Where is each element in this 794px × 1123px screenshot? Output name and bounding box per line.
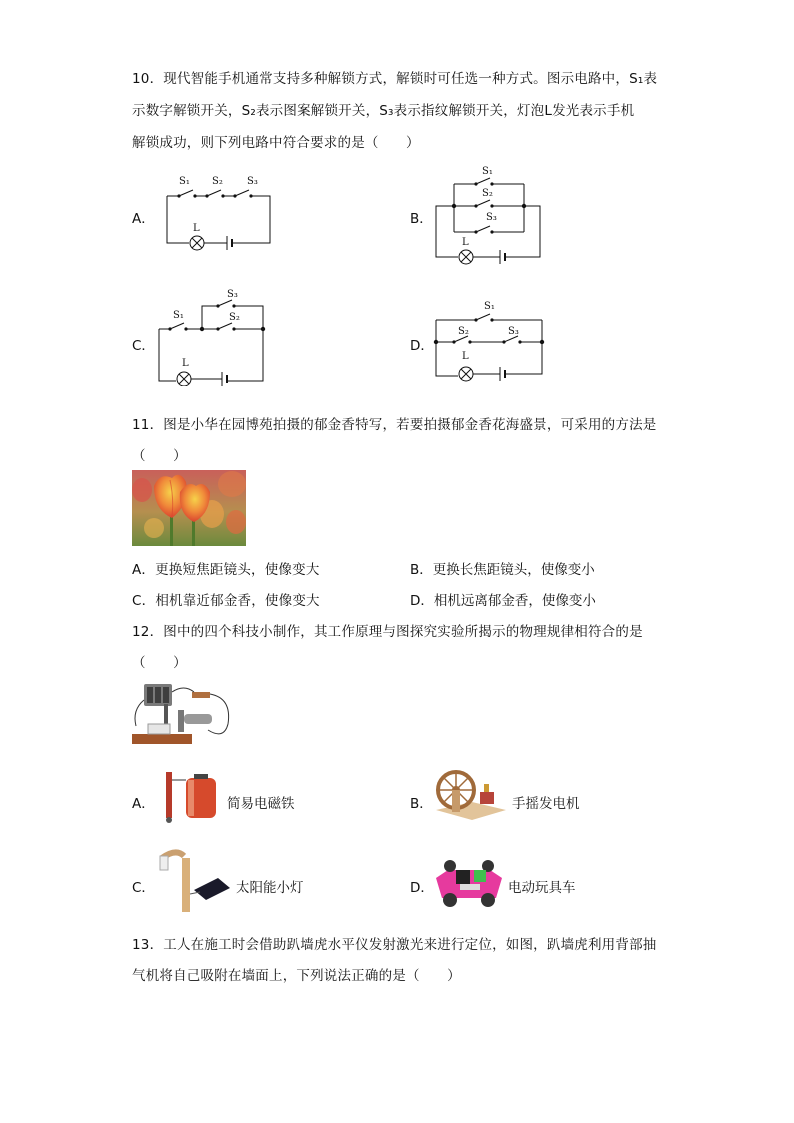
q10-text-line-2: 示数字解锁开关，S₂表示图案解锁开关，S₃表示指纹解锁开关，灯泡L发光表示手机 [132,103,635,119]
q10-option-a-label: A． [132,211,155,227]
q12-solar-lamp-image[interactable] [154,848,234,912]
q10-c-s3-label: S₃ [227,289,238,300]
q10-d-s2-label: S₂ [458,326,469,337]
q12-text-line-2: （ ） [132,655,187,671]
q11-option-a[interactable]: A．更换短焦距镜头，使像变大 [132,562,320,578]
q13-text-line-1: 13．工人在施工时会借助趴墙虎水平仪发射激光来进行定位，如图，趴墙虎利用背部抽 [132,937,657,953]
q12-toy-car-image[interactable] [434,852,504,910]
q10-c-s2-label: S₂ [229,312,240,323]
q10-d-s1-label: S₁ [484,301,495,312]
q12-electromagnet-label: 简易电磁铁 [227,796,295,812]
q11-text-line-1: 11．图是小华在园博苑拍摄的郁金香特写，若要拍摄郁金香花海盛景，可采用的方法是 [132,417,657,433]
q10-circuit-d[interactable] [430,296,548,386]
q10-d-lamp-label: L [462,351,469,362]
q10-b-s2-label: S₂ [482,188,493,199]
q10-c-lamp-label: L [182,358,189,369]
q10-b-s3-label: S₃ [486,212,497,223]
q12-solar-lamp-label: 太阳能小灯 [236,880,304,896]
q12-option-c-label: C． [132,880,155,896]
q10-circuit-c[interactable] [150,286,275,386]
q10-a-s3-label: S₃ [247,176,258,187]
q10-b-s1-label: S₁ [482,166,493,177]
q12-text-line-1: 12．图中的四个科技小制作，其工作原理与图探究实验所揭示的物理规律相符合的是 [132,624,643,640]
q10-b-lamp-label: L [462,237,469,248]
q10-a-lamp-label: L [193,223,200,234]
q12-electromagnet-image[interactable] [160,770,224,824]
q10-circuit-a[interactable] [155,168,280,253]
q13-text-line-2: 气机将自己吸附在墙面上，下列说法正确的是（ ） [132,968,461,984]
q12-option-d-label: D． [410,880,434,896]
q10-c-s1-label: S₁ [173,310,184,321]
q10-a-s1-label: S₁ [179,176,190,187]
q10-option-b-label: B． [410,211,433,227]
q10-text-line-3: 解锁成功，则下列电路中符合要求的是（ ） [132,135,420,151]
q10-d-s3-label: S₃ [508,326,519,337]
q10-option-d-label: D． [410,338,434,354]
q11-tulip-photo [132,470,246,546]
q12-experiment-image [128,680,238,750]
q11-option-d[interactable]: D．相机远离郁金香，使像变小 [410,593,596,609]
q11-option-b[interactable]: B．更换长焦距镜头，使像变小 [410,562,595,578]
q12-toy-car-label: 电动玩具车 [508,880,576,896]
q10-option-c-label: C． [132,338,155,354]
q12-hand-generator-label: 手摇发电机 [512,796,580,812]
q10-circuit-b[interactable] [430,160,545,265]
q11-option-c[interactable]: C．相机靠近郁金香，使像变大 [132,593,320,609]
q10-a-s2-label: S₂ [212,176,223,187]
q12-option-b-label: B． [410,796,433,812]
q12-hand-generator-image[interactable] [432,766,508,828]
q11-text-line-2: （ ） [132,448,187,464]
q12-option-a-label: A． [132,796,155,812]
q10-text-line-1: 10．现代智能手机通常支持多种解锁方式，解锁时可任选一种方式。图示电路中，S₁表 [132,71,658,87]
